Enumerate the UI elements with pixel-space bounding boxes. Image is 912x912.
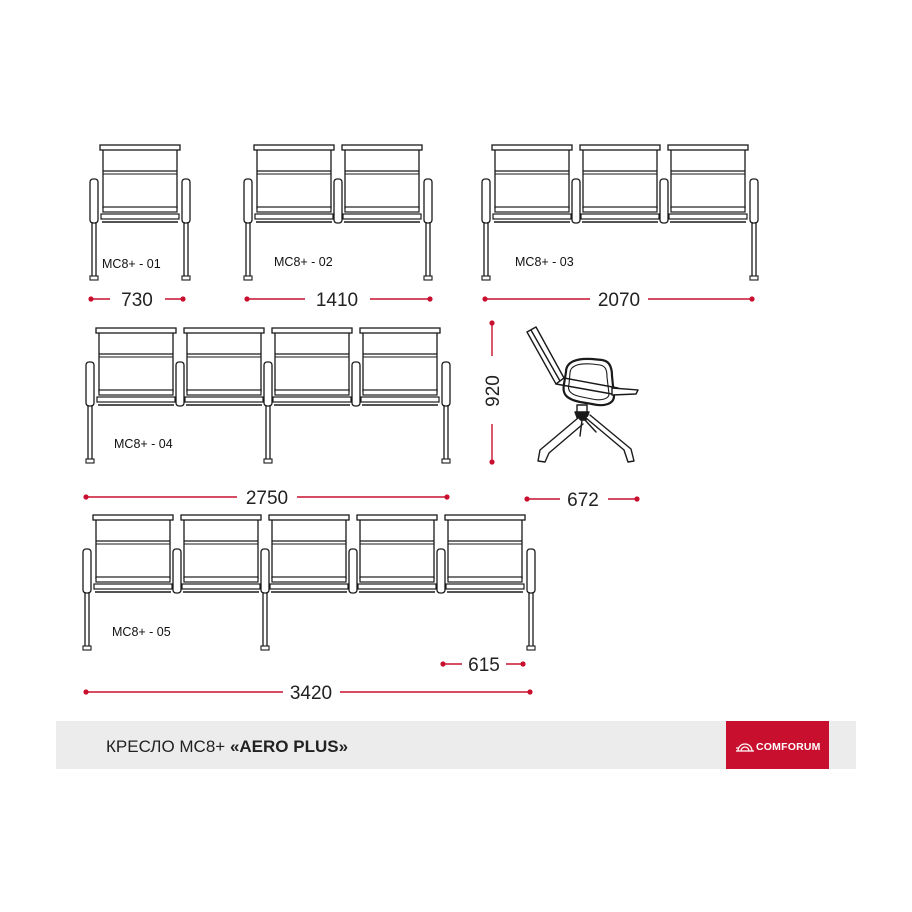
height-value: 920 — [483, 375, 504, 407]
model-02-label: MC8+ - 02 — [274, 255, 333, 269]
model-05-width-dimension — [83, 683, 532, 704]
model-01-width-value: 730 — [121, 290, 153, 311]
brand-name: COMFORUM — [756, 741, 821, 753]
model-02-drawing — [244, 145, 432, 280]
brand-logo — [726, 721, 829, 769]
model-03-width-dimension — [482, 290, 754, 311]
model-01-width-dimension — [88, 290, 185, 311]
caption-title: КРЕСЛО MC8+ «AERO PLUS» — [106, 737, 349, 756]
seat-pitch-dimension — [440, 655, 525, 676]
model-03-width-value: 2070 — [597, 290, 641, 311]
model-02-width-dimension — [244, 290, 432, 311]
seat-pitch-value: 615 — [468, 655, 500, 676]
model-04-width-value: 2750 — [245, 488, 289, 509]
model-04-width-dimension — [83, 488, 449, 509]
model-01-label: MC8+ - 01 — [102, 257, 161, 271]
depth-value: 672 — [567, 490, 599, 511]
side-view-chair-drawing — [527, 327, 638, 462]
model-05-label: MC8+ - 05 — [112, 625, 171, 639]
height-dimension — [483, 320, 504, 464]
model-04-label: MC8+ - 04 — [114, 437, 173, 451]
model-03-label: MC8+ - 03 — [515, 255, 574, 269]
depth-dimension — [524, 490, 639, 511]
model-05-width-value: 3420 — [289, 683, 333, 704]
model-02-width-value: 1410 — [315, 290, 359, 311]
